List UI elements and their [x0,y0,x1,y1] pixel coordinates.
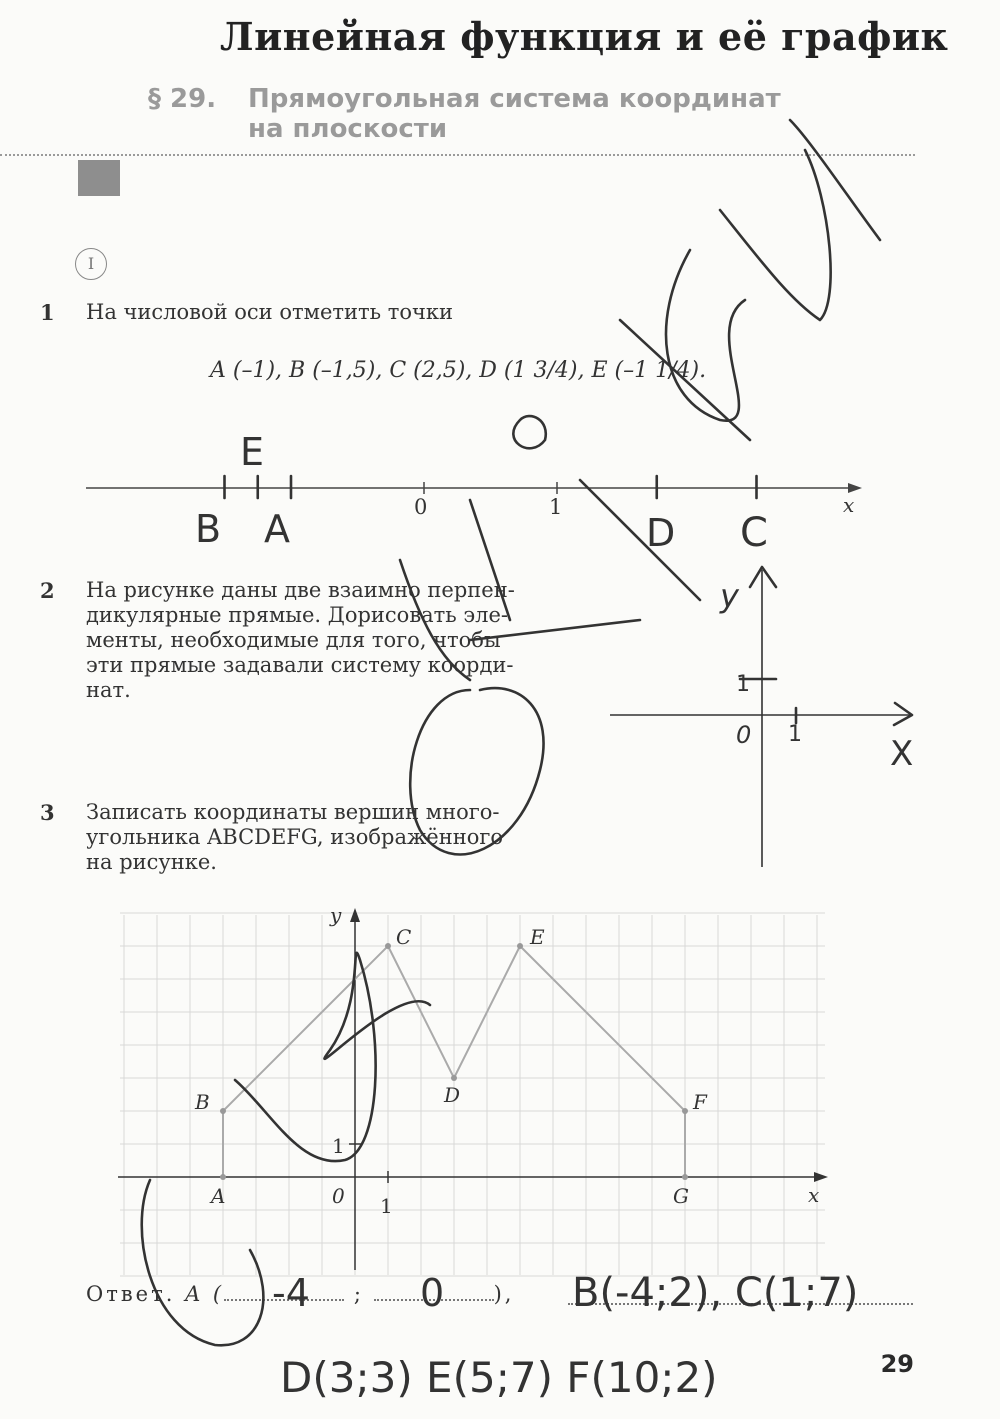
vertex-label-E: E [530,925,545,949]
hw-overlay-stroke [400,500,640,680]
hw-y-label: y [720,577,739,615]
hw-overlay-stroke [235,953,430,1161]
hw-label-B: B [195,507,222,551]
hw-label-A: A [264,507,290,551]
tick-one-label: 1 [549,495,563,519]
answer-prefix: Ответ. [86,1282,176,1306]
task-1-points: A (–1), B (–1,5), C (2,5), D (1 3/4), E (–1 1/4). [210,358,707,383]
vertex-label-A: A [211,1184,226,1208]
hw-answer-line2: D(3;3) E(5;7) F(10;2) [280,1353,718,1402]
difficulty-level-mark: I [75,248,107,280]
graph-origin-label: 0 [332,1184,345,1208]
hw-overlay-stroke [720,120,880,320]
vertex-label-F: F [693,1090,707,1114]
section-title-line2: на плоскости [248,114,448,144]
hw-x-label: X [890,734,914,774]
task-2-line: менты, необходимые для того, чтобы [86,628,501,652]
hw-label-D: D [646,511,676,555]
section-number: § 29. [148,84,217,114]
answer-a-sep: ; [353,1282,364,1306]
hw-overlay-stroke [142,1180,264,1345]
hw-one-x: 1 [788,722,802,747]
task-3-line: на рисунке. [86,850,217,874]
vertex-label-D: D [444,1083,461,1107]
vertex-label-B: B [195,1090,210,1114]
task-2-number: 2 [40,578,55,603]
hw-answer-line1: B(-4;2), C(1;7) [572,1270,859,1316]
number-line-x-label: x [843,493,855,517]
hw-answer-a-y: 0 [420,1271,445,1315]
answer-a-open: A ( [185,1282,225,1306]
hw-label-C: C [740,510,768,556]
task-2-line: нат. [86,678,131,702]
tick-zero-label: 0 [414,495,428,519]
answer-a-close: ), [493,1282,515,1306]
vertex-label-C: C [396,925,412,949]
graph-x-label: x [808,1183,820,1207]
hw-overlay-stroke [620,250,750,440]
task-2-line: дикулярные прямые. Дорисовать эле- [86,603,509,627]
hw-overlay-stroke [410,688,543,854]
task-3-number: 3 [40,800,55,825]
section-title-line1: Прямоугольная система координат [248,84,781,114]
task-2-line: На рисунке даны две взаимно перпен- [86,578,515,602]
task-1-text: На числовой оси отметить точки [86,300,453,324]
hw-zero: 0 [736,721,752,749]
page-number: 29 [880,1350,914,1378]
task-3-line: Записать координаты вершин много- [86,800,500,824]
page-title: Линейная функция и её график [220,14,949,59]
hw-label-E: E [240,430,265,474]
hw-one-y: 1 [736,672,750,697]
task-3-line: угольника ABCDEFG, изображённого [86,825,503,849]
vertex-label-G: G [673,1184,689,1208]
task-2-line: эти прямые задавали систему коорди- [86,653,514,677]
task-1-number: 1 [40,300,55,325]
graph-one-x-label: 1 [380,1194,393,1218]
graph-one-y-label: 1 [332,1134,345,1158]
hw-overlay-stroke [513,416,700,600]
hw-answer-a-x: -4 [272,1271,310,1315]
graph-y-label: y [330,903,342,927]
